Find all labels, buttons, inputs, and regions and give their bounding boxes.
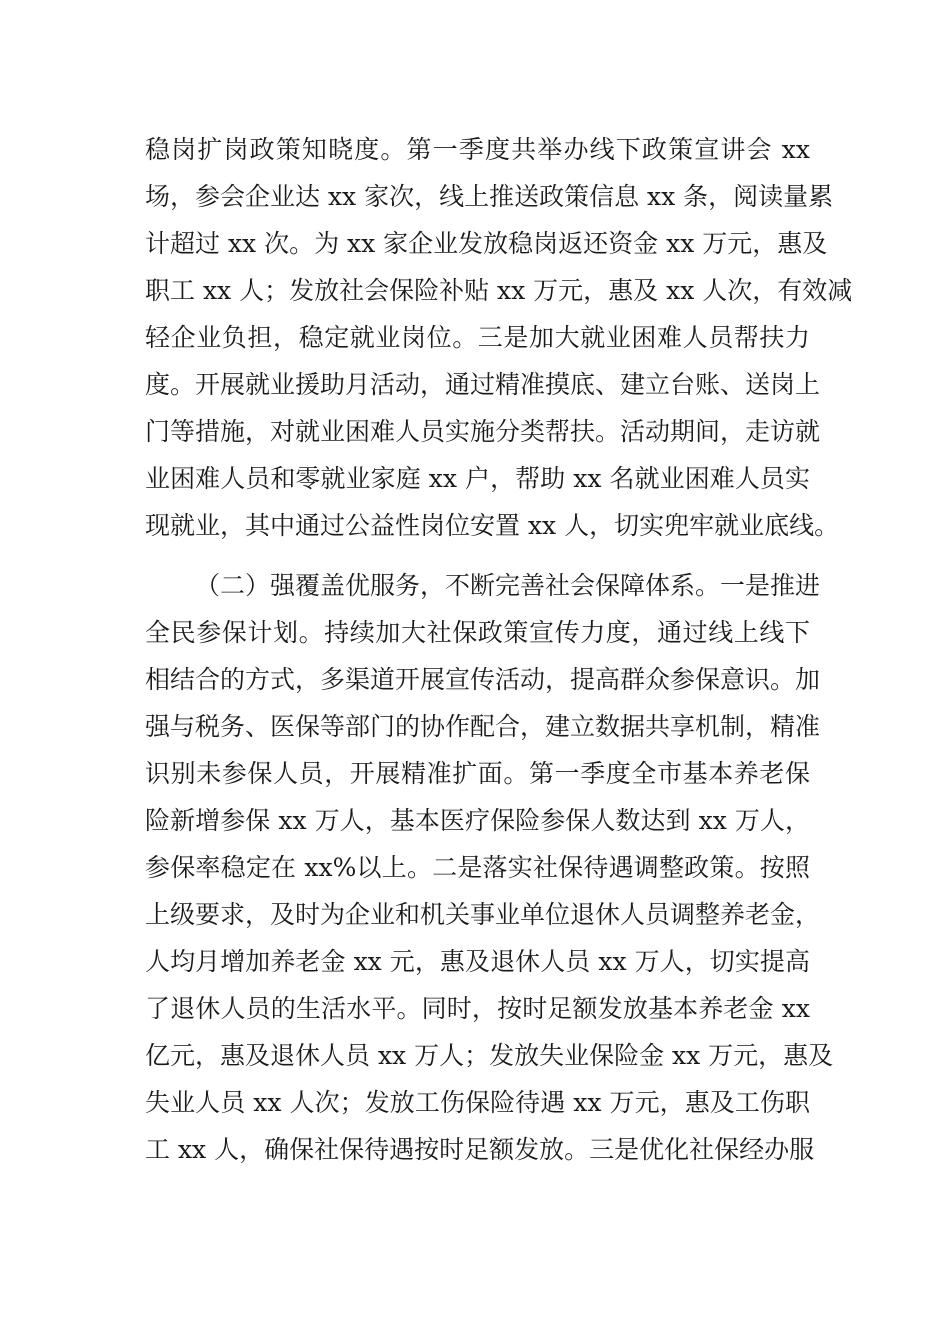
paragraph-line: 人均月增加养老金 xx 元，惠及退休人员 xx 万人，切实提高 [145,947,810,976]
paragraph-line: 识别未参保人员，开展精准扩面。第一季度全市基本养老保 [145,759,810,788]
paragraph-line: 参保率稳定在 xx%以上。二是落实社保待遇调整政策。按照 [145,853,810,882]
paragraph-line: 场，参会企业达 xx 家次，线上推送政策信息 xx 条，阅读量累 [145,182,834,211]
paragraph-line: 轻企业负担，稳定就业岗位。三是加大就业困难人员帮扶力 [145,323,810,352]
paragraph-line: 上级要求，及时为企业和机关事业单位退休人员调整养老金， [145,900,821,929]
section-heading-line: （二）强覆盖优服务，不断完善社会保障体系。一是推进 [195,571,821,600]
paragraph-line: 失业人员 xx 人次；发放工伤保险待遇 xx 万元，惠及工伤职 [145,1088,810,1117]
paragraph-line: 度。开展就业援助月活动，通过精准摸底、建立台账、送岗上 [145,370,821,399]
paragraph-line: 稳岗扩岗政策知晓度。第一季度共举办线下政策宣讲会 xx [145,135,810,164]
paragraph-line: 职工 xx 人；发放社会保险补贴 xx 万元，惠及 xx 人次，有效减 [145,276,853,305]
paragraph-line: 亿元，惠及退休人员 xx 万人；发放失业保险金 xx 万元，惠及 [145,1041,834,1070]
paragraph-line: 现就业，其中通过公益性岗位安置 xx 人，切实兜牢就业底线。 [145,511,840,540]
paragraph-line: 门等措施，对就业困难人员实施分类帮扶。活动期间，走访就 [145,417,821,446]
paragraph-line: 了退休人员的生活水平。同时，按时足额发放基本养老金 xx [145,994,810,1023]
paragraph-line: 险新增参保 xx 万人，基本医疗保险参保人数达到 xx 万人， [145,806,810,835]
paragraph-line: 强与税务、医保等部门的协作配合，建立数据共享机制，精准 [145,712,821,741]
paragraph-line: 工 xx 人，确保社保待遇按时足额发放。三是优化社保经办服 [145,1135,815,1164]
paragraph-line: 业困难人员和零就业家庭 xx 户，帮助 xx 名就业困难人员实 [145,464,810,493]
paragraph-line: 全民参保计划。持续加大社保政策宣传力度，通过线上线下 [145,618,810,647]
paragraph-line: 计超过 xx 次。为 xx 家企业发放稳岗返还资金 xx 万元，惠及 [145,229,828,258]
paragraph-line: 相结合的方式，多渠道开展宣传活动，提高群众参保意识。加 [145,665,821,694]
